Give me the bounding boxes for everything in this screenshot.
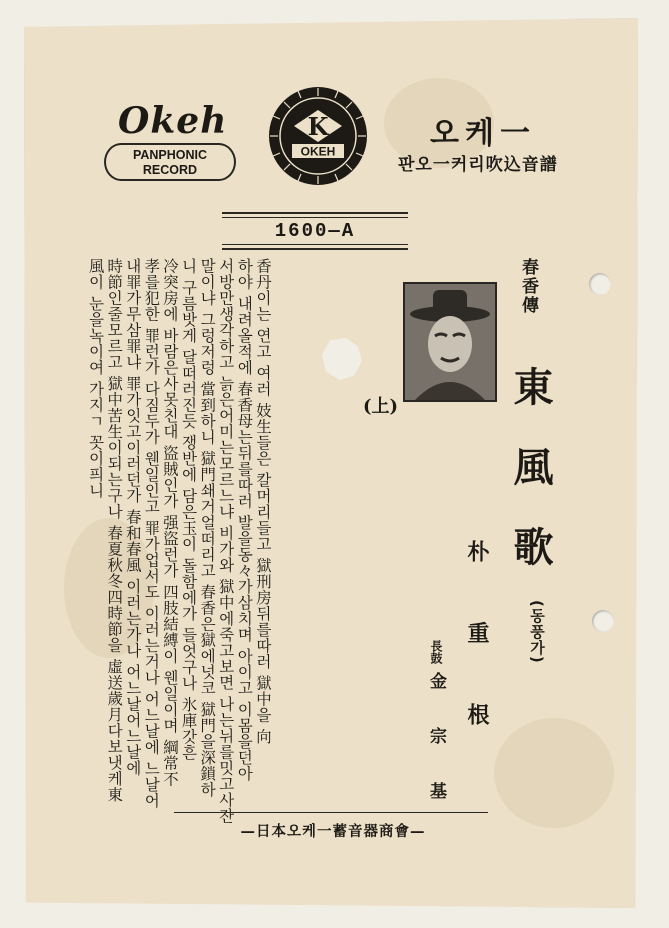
brand-korean: 오케一	[430, 116, 536, 151]
binder-hole	[592, 610, 614, 632]
portrait-image	[405, 284, 495, 400]
okeh-seal-logo	[268, 86, 368, 186]
lyric-line: 하야 내려올적에 春香母는뒤를따러 발을동々가삼치며 아이고 이몸을던아	[235, 258, 254, 782]
catalog-number-box	[222, 212, 408, 250]
panphonic-text: PANPHONIC	[132, 148, 208, 162]
lyric-line: 내罪가무삼罪냐 罪가잇고이러던가 春和春風 이러는가나 어느날어느날에	[123, 258, 142, 776]
lyric-line: 니 구름밧게 달떠러진듯 쟁반에 담은玉이 돌함에가 들엇구나 氷庫갓흔	[179, 258, 198, 761]
song-title-korean: (동풍가)	[528, 600, 546, 664]
singer-name: 朴 重 根	[464, 540, 490, 752]
record-text: RECORD	[142, 163, 198, 177]
lyric-line: 말이냐 그렁저렁 當到하니 獄門쇄거얼떠리고 春香은獄에넛코 獄門을深鎖하	[198, 258, 217, 798]
brand-subtitle-korean: 판오一커리吹込音譜	[398, 155, 558, 175]
singer-portrait	[403, 282, 497, 402]
part-marker: (上)	[363, 396, 399, 417]
okeh-logo-script: Okeh	[118, 100, 228, 142]
drummer-label: 長鼓	[429, 640, 443, 664]
panphonic-record-badge	[104, 143, 236, 181]
song-title: 東風歌	[507, 366, 554, 606]
drummer-name: 金 宗 基	[426, 672, 446, 815]
lyric-line: 時節인줄모르고 獄中苦生이되는구나 春夏秋冬四時節을 虛送歲月다보냇케東	[105, 258, 124, 803]
seal-letter: K	[307, 112, 329, 141]
lyric-line: 香丹이는 연고 여러 妓生들은 칼머리들고 獄刑房뒤를따러 獄中을 向	[253, 258, 272, 745]
lyric-line: 孝를犯한 罪런가 다짐두가 웬일인고 罪가업서도 이러는거나 어느날에 느날어	[142, 258, 161, 809]
publisher-footer: —日本오케一蓄音器商會—	[240, 824, 426, 840]
work-category: 春香傳	[518, 258, 538, 315]
lyric-line: 風이 눈을녹이여 가지ㄱ 꼿이픠니	[86, 258, 105, 499]
stain	[494, 718, 614, 828]
seal-word: OKEH	[300, 144, 336, 159]
catalog-number: 1600—A	[274, 220, 356, 242]
lyrics-block	[86, 258, 272, 824]
binder-hole	[589, 273, 611, 295]
lyric-line: 서방만생각하고 늙은어미는모르느냐 비가와 獄中에죽고보면 나는뉘를밋고사잔	[216, 258, 235, 824]
footer-divider	[174, 812, 488, 813]
lyric-line: 冷突房에 바람은사못친대 盜賊인가 强盜런가 四肢結縛이 웬일이며 綱常不	[160, 258, 179, 787]
